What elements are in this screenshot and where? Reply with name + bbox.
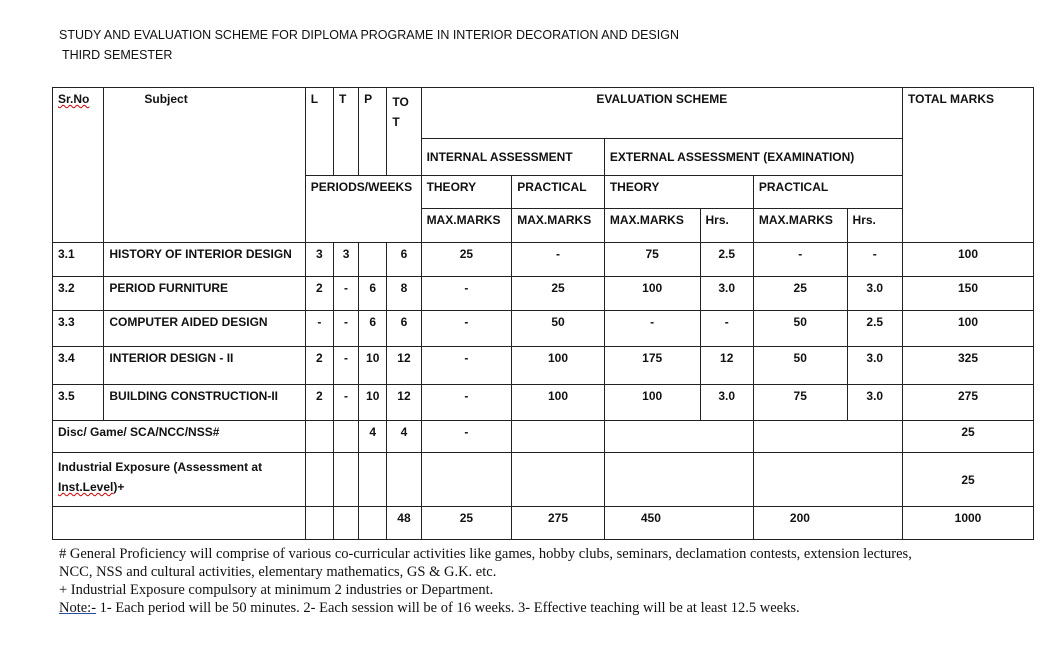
empty-cell (421, 453, 512, 507)
internal-theory-header: THEORY (421, 176, 512, 209)
empty-cell (333, 421, 358, 453)
external-practical-cell: 75 (753, 385, 847, 421)
table-row (53, 347, 1034, 385)
external-theory-cell: - (604, 311, 700, 347)
external-theory-hrs-cell: 12 (700, 347, 753, 385)
empty-cell (333, 453, 358, 507)
table-row (53, 311, 1034, 347)
tot-cell: 4 (387, 421, 421, 453)
subject-cell: COMPUTER AIDED DESIGN (104, 311, 305, 347)
table-row-industrial (53, 453, 1034, 507)
empty-cell (512, 453, 605, 507)
internal-theory-cell: 25 (421, 243, 512, 277)
external-theory-hrs-cell: 3.0 (700, 277, 753, 311)
sr-cell: 3.1 (53, 243, 104, 277)
l-header: L (305, 88, 333, 176)
hrs-header: Hrs. (700, 209, 753, 243)
p-cell: 10 (359, 347, 387, 385)
tot-cell: 8 (387, 277, 421, 311)
total-cell: 325 (903, 347, 1034, 385)
l-cell: 2 (305, 385, 333, 421)
max-marks-header: MAX.MARKS (421, 209, 512, 243)
total-cell: 100 (903, 311, 1034, 347)
max-marks-header: MAX.MARKS (604, 209, 700, 243)
empty-cell (305, 507, 333, 540)
tot-cell: 12 (387, 347, 421, 385)
srno-header: Sr.No (53, 88, 104, 243)
internal-theory-cell: - (421, 421, 512, 453)
t-cell: 3 (333, 243, 358, 277)
table-row (53, 277, 1034, 311)
subject-cell: INTERIOR DESIGN - II (104, 347, 305, 385)
internal-practical-cell: - (512, 243, 605, 277)
empty-cell (333, 507, 358, 540)
empty-cell (753, 421, 902, 453)
table-row (53, 243, 1034, 277)
semester-label: THIRD SEMESTER (62, 48, 173, 62)
internal-practical-cell: 100 (512, 347, 605, 385)
t-cell: - (333, 385, 358, 421)
external-theory-cell: 100 (604, 277, 700, 311)
external-practical-hrs-cell: 3.0 (847, 385, 902, 421)
subject-cell: PERIOD FURNITURE (104, 277, 305, 311)
note-text: 1- Each period will be 50 minutes. 2- Each session will be of 16 weeks. 3- Effective teaching will be at least 12.5 weeks. (96, 600, 800, 616)
external-theory-cell: 100 (604, 385, 700, 421)
tot-header: TO T (387, 88, 421, 176)
internal-theory-cell: - (421, 385, 512, 421)
l-cell: 2 (305, 347, 333, 385)
internal-practical-cell: 50 (512, 311, 605, 347)
empty-cell (753, 453, 902, 507)
p-cell: 10 (359, 385, 387, 421)
tot-total-cell: 48 (387, 507, 421, 540)
periods-weeks-header: PERIODS/WEEKS (305, 176, 421, 243)
external-practical-total-cell: 200 (753, 507, 902, 540)
p-cell (359, 243, 387, 277)
tot-cell: 6 (387, 311, 421, 347)
footnotes (59, 545, 1039, 617)
internal-practical-header: PRACTICAL (512, 176, 605, 209)
p-cell: 6 (359, 311, 387, 347)
external-practical-hrs-cell: 2.5 (847, 311, 902, 347)
external-practical-cell: 25 (753, 277, 847, 311)
empty-cell (53, 507, 306, 540)
external-theory-cell: 75 (604, 243, 700, 277)
max-marks-header: MAX.MARKS (512, 209, 605, 243)
total-cell: 150 (903, 277, 1034, 311)
empty-cell (604, 453, 753, 507)
tot-cell: 6 (387, 243, 421, 277)
external-practical-hrs-cell: 3.0 (847, 347, 902, 385)
footnote-note (59, 599, 1039, 617)
total-cell: 25 (903, 453, 1034, 507)
table-row-totals (53, 507, 1034, 540)
grand-total-cell: 1000 (903, 507, 1034, 540)
internal-theory-cell: - (421, 277, 512, 311)
hrs-header: Hrs. (847, 209, 902, 243)
external-theory-hrs-cell: - (700, 311, 753, 347)
total-cell: 100 (903, 243, 1034, 277)
footnote-general-proficiency: # General Proficiency will comprise of various co-curricular activities like games, hobby clubs, seminars, declamation contests, extension lectures, (59, 546, 912, 562)
subject-cell: BUILDING CONSTRUCTION-II (104, 385, 305, 421)
document-title: STUDY AND EVALUATION SCHEME FOR DIPLOMA PROGRAME IN INTERIOR DECORATION AND DESIGN (59, 28, 679, 42)
p-cell: 6 (359, 277, 387, 311)
external-practical-hrs-cell: 3.0 (847, 277, 902, 311)
empty-cell (359, 453, 387, 507)
sr-cell: 3.3 (53, 311, 104, 347)
subject-cell: HISTORY OF INTERIOR DESIGN (104, 243, 305, 277)
note-label: Note:- (59, 600, 97, 616)
empty-cell (604, 421, 753, 453)
empty-cell (305, 453, 333, 507)
empty-cell (387, 453, 421, 507)
max-marks-header: MAX.MARKS (753, 209, 847, 243)
external-theory-hrs-cell: 3.0 (700, 385, 753, 421)
l-cell: - (305, 311, 333, 347)
l-cell: 3 (305, 243, 333, 277)
internal-assessment-header: INTERNAL ASSESSMENT (421, 139, 604, 176)
total-cell: 275 (903, 385, 1034, 421)
external-practical-cell: 50 (753, 311, 847, 347)
footnote-industrial-exposure: + Industrial Exposure compulsory at minimum 2 industries or Department. (59, 582, 494, 598)
subject-header: Subject (104, 88, 305, 243)
p-cell: 4 (359, 421, 387, 453)
external-theory-hrs-cell: 2.5 (700, 243, 753, 277)
total-marks-header: TOTAL MARKS (903, 88, 1034, 243)
t-header: T (333, 88, 358, 176)
total-cell: 25 (903, 421, 1034, 453)
internal-theory-cell: - (421, 311, 512, 347)
p-header: P (359, 88, 387, 176)
tot-cell: 12 (387, 385, 421, 421)
t-cell: - (333, 277, 358, 311)
evaluation-scheme-header: EVALUATION SCHEME (421, 88, 902, 139)
external-practical-cell: - (753, 243, 847, 277)
internal-practical-total-cell: 275 (512, 507, 605, 540)
empty-cell (305, 421, 333, 453)
sr-cell: 3.2 (53, 277, 104, 311)
t-cell: - (333, 311, 358, 347)
internal-practical-cell: 100 (512, 385, 605, 421)
external-theory-cell: 175 (604, 347, 700, 385)
evaluation-scheme-table (52, 87, 1034, 540)
empty-cell (359, 507, 387, 540)
l-cell: 2 (305, 277, 333, 311)
table-row-disc (53, 421, 1034, 453)
industrial-label: Industrial Exposure (Assessment at Inst.Level)+ (53, 453, 306, 507)
internal-practical-cell: 25 (512, 277, 605, 311)
external-theory-total-cell: 450 (604, 507, 753, 540)
t-cell: - (333, 347, 358, 385)
sr-cell: 3.4 (53, 347, 104, 385)
external-practical-header: PRACTICAL (753, 176, 902, 209)
table-row (53, 385, 1034, 421)
external-practical-cell: 50 (753, 347, 847, 385)
footnote-general-proficiency-cont: NCC, NSS and cultural activities, elementary mathematics, GS & G.K. etc. (59, 564, 497, 580)
external-assessment-header: EXTERNAL ASSESSMENT (EXAMINATION) (604, 139, 902, 176)
empty-cell (512, 421, 605, 453)
disc-label: Disc/ Game/ SCA/NCC/NSS# (53, 421, 306, 453)
sr-cell: 3.5 (53, 385, 104, 421)
internal-theory-total-cell: 25 (421, 507, 512, 540)
external-theory-header: THEORY (604, 176, 753, 209)
internal-theory-cell: - (421, 347, 512, 385)
external-practical-hrs-cell: - (847, 243, 902, 277)
